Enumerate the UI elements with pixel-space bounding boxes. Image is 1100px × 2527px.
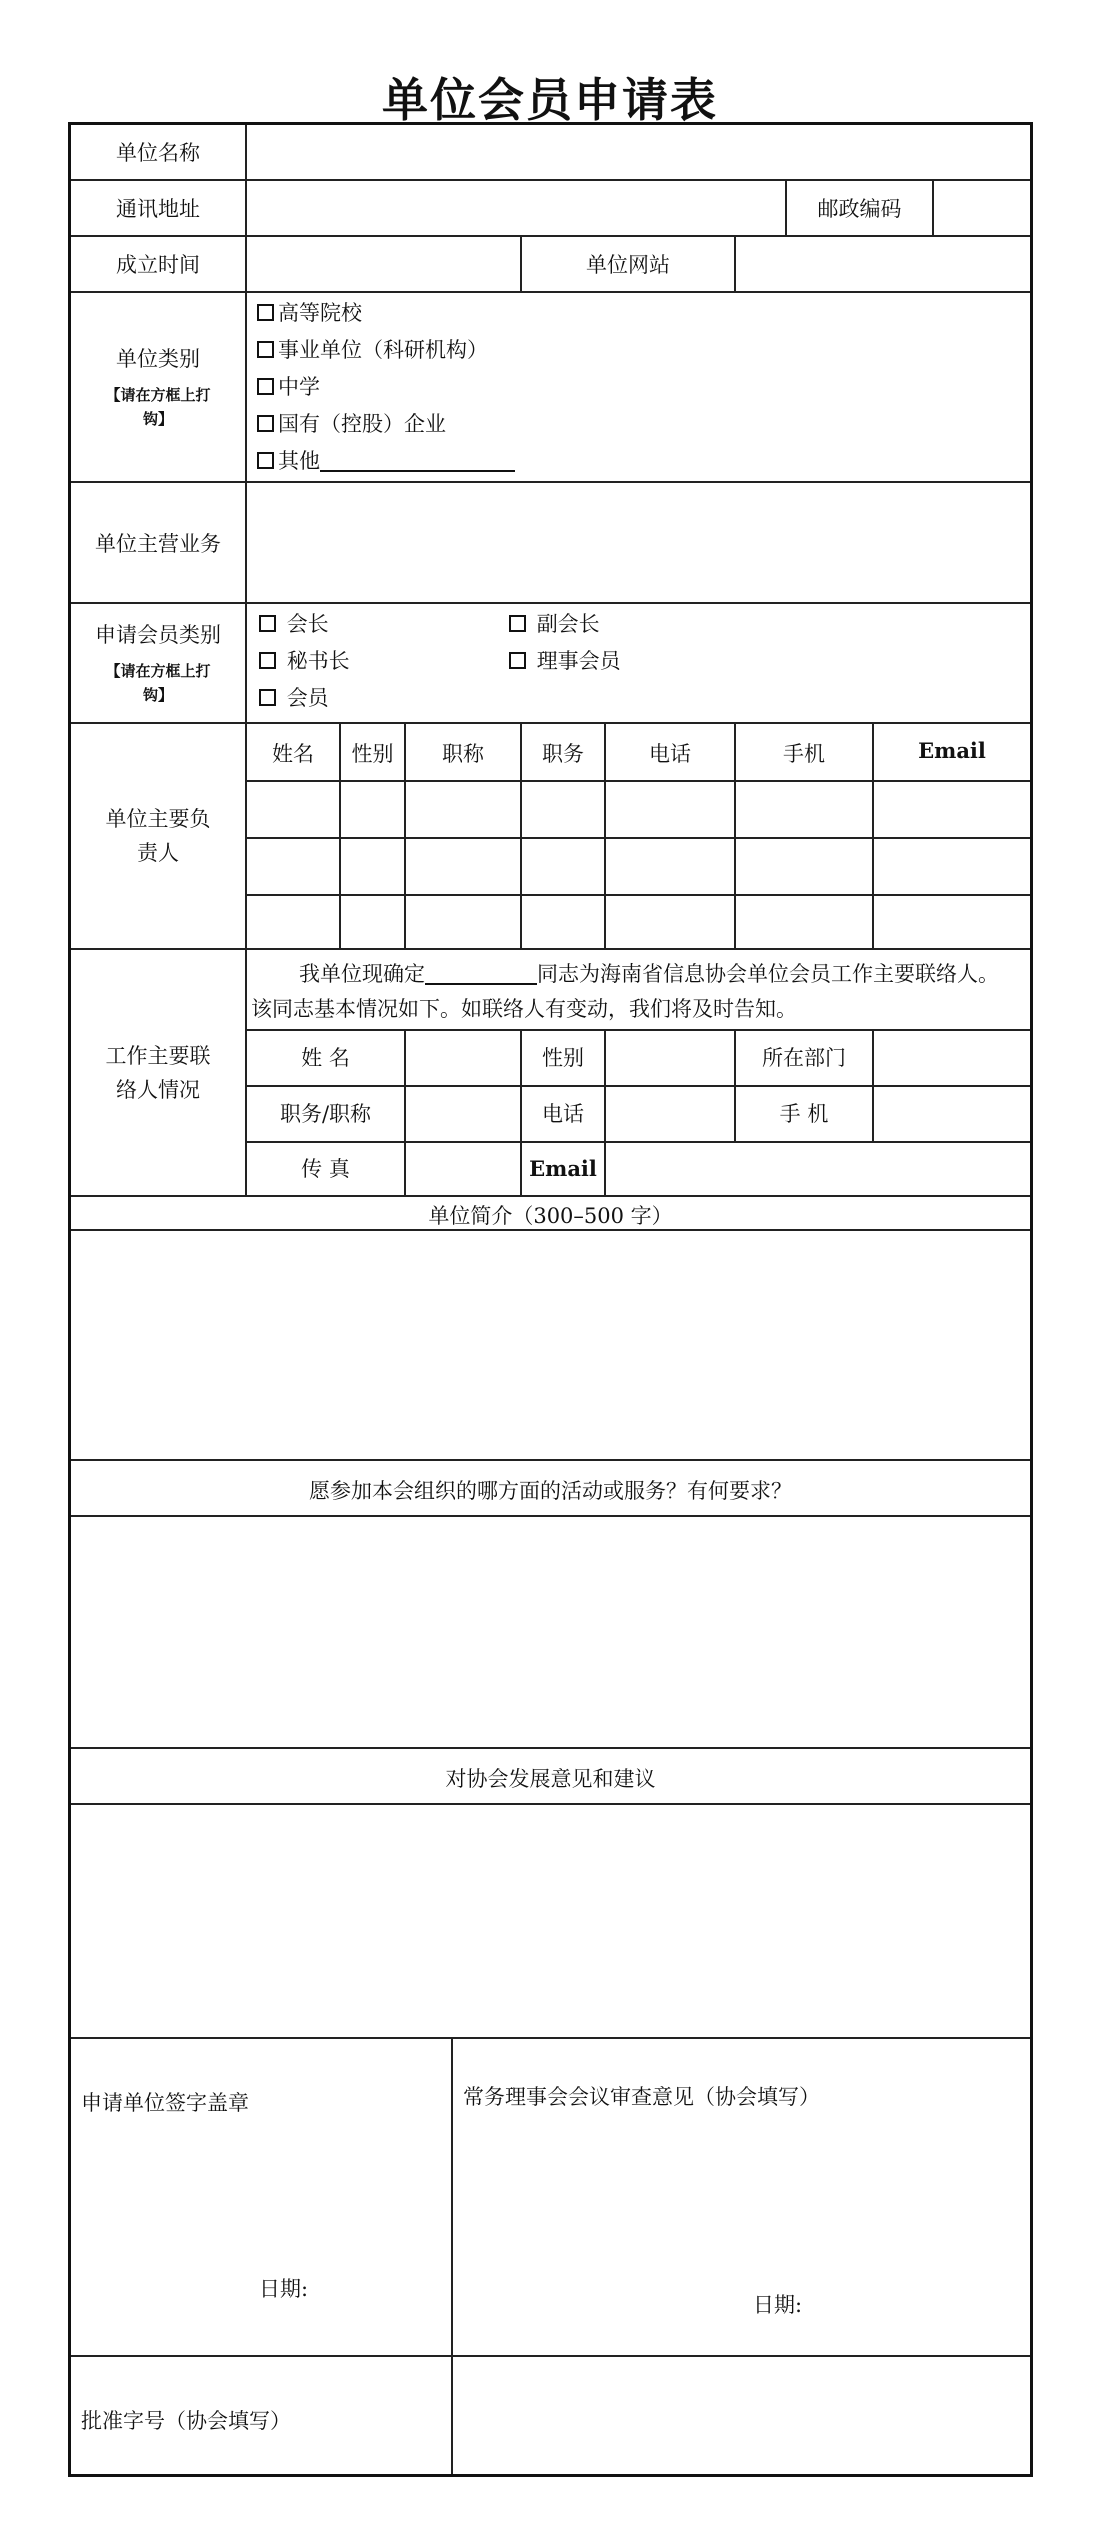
row-unit-type <box>71 293 1030 483</box>
contact-area <box>247 950 1030 1195</box>
leader-label: 单位主要负责人 <box>105 807 211 865</box>
contact-grid-row-3 <box>247 1141 1030 1195</box>
checkbox-icon[interactable] <box>259 689 276 706</box>
checkbox-icon[interactable] <box>257 452 274 469</box>
member-type-label-cell <box>71 604 247 722</box>
checkbox-icon[interactable] <box>259 615 276 632</box>
checkbox-icon[interactable] <box>257 378 274 395</box>
unit-name-label: 单位名称 <box>71 125 247 179</box>
activity-field[interactable] <box>71 1517 1030 1749</box>
unit-type-option-state-owned[interactable]: 国有（控股）企业 <box>257 408 446 438</box>
unit-type-option-other[interactable]: 其他 <box>257 445 515 475</box>
intro-label: 单位简介（300–500 字） <box>428 1204 673 1228</box>
contact-dept-field[interactable] <box>874 1029 1030 1085</box>
row-approval <box>71 2357 1030 2474</box>
seal-date-label: 日期: <box>259 2277 309 2301</box>
row-member-type <box>71 604 1030 724</box>
contact-fax-field[interactable] <box>406 1141 522 1195</box>
unit-type-option-university[interactable]: 高等院校 <box>257 297 362 327</box>
contact-grid-row-1 <box>247 1029 1030 1085</box>
checkbox-icon[interactable] <box>509 615 526 632</box>
leader-col-mobile: 手机 <box>736 724 874 948</box>
leader-col-position: 职务 <box>522 724 606 948</box>
contact-label: 工作主要联络人情况 <box>105 1043 211 1102</box>
member-type-options <box>247 604 1030 722</box>
approval-label: 批准字号（协会填写） <box>81 2409 291 2433</box>
activity-label: 愿参加本会组织的哪方面的活动或服务？有何要求？ <box>309 1479 792 1503</box>
contact-label-cell <box>71 950 247 1195</box>
other-blank-line[interactable] <box>320 450 515 472</box>
application-form <box>68 122 1033 2477</box>
business-field[interactable] <box>247 483 1030 602</box>
seal-label: 申请单位签字盖章 <box>81 2091 249 2115</box>
intro-field[interactable] <box>71 1231 1030 1461</box>
review-date-label: 日期: <box>753 2293 803 2317</box>
seal-cell[interactable] <box>71 2039 453 2355</box>
contact-gender-label: 性别 <box>522 1029 606 1085</box>
postcode-field[interactable] <box>934 181 1030 235</box>
website-field[interactable] <box>736 237 1030 291</box>
unit-type-option-middle-school[interactable]: 中学 <box>257 371 320 401</box>
website-label: 单位网站 <box>522 237 736 291</box>
member-type-label: 申请会员类别 <box>95 623 221 647</box>
row-unit-name <box>71 125 1030 181</box>
row-activity-header <box>71 1461 1030 1517</box>
row-suggestion-header <box>71 1749 1030 1805</box>
row-intro-header <box>71 1197 1030 1231</box>
leader-col-gender: 性别 <box>341 724 406 948</box>
row-founded <box>71 237 1030 293</box>
contact-name-field[interactable] <box>406 1029 522 1085</box>
contact-gender-field[interactable] <box>606 1029 736 1085</box>
contact-mobile-label: 手 机 <box>736 1085 874 1141</box>
member-option-vice-president[interactable]: 副会长 <box>509 608 600 638</box>
founded-field[interactable] <box>247 237 522 291</box>
member-option-member[interactable]: 会员 <box>259 682 329 712</box>
leader-col-name: 姓名 <box>247 724 341 948</box>
leader-table <box>247 724 1030 948</box>
leader-col-title: 职称 <box>406 724 522 948</box>
row-signature <box>71 2039 1030 2357</box>
contact-position-label: 职务/职称 <box>247 1085 406 1141</box>
leader-col-phone: 电话 <box>606 724 736 948</box>
member-option-director[interactable]: 理事会员 <box>509 645 621 675</box>
row-leader <box>71 724 1030 950</box>
contact-dept-label: 所在部门 <box>736 1029 874 1085</box>
unit-type-label: 单位类别 <box>116 347 200 371</box>
checkbox-icon[interactable] <box>259 652 276 669</box>
suggestion-label: 对协会发展意见和建议 <box>445 1767 656 1791</box>
checkbox-icon[interactable] <box>257 415 274 432</box>
row-business <box>71 483 1030 604</box>
leader-col-email: Email <box>918 738 986 763</box>
unit-type-note: 【请在方框上打钩】 <box>105 386 211 428</box>
contact-name-label: 姓 名 <box>247 1029 406 1085</box>
row-address <box>71 181 1030 237</box>
founded-label: 成立时间 <box>71 237 247 291</box>
business-label: 单位主营业务 <box>71 483 247 602</box>
contact-email-field[interactable] <box>606 1141 1030 1195</box>
contact-fax-label: 传 真 <box>247 1141 406 1195</box>
contact-line-2: 该同志基本情况如下。如联络人有变动，我们将及时告知。 <box>251 997 797 1021</box>
unit-type-option-institution[interactable]: 事业单位（科研机构） <box>257 334 488 364</box>
member-option-president[interactable]: 会长 <box>259 608 329 638</box>
contact-grid-row-2 <box>247 1085 1030 1141</box>
checkbox-icon[interactable] <box>509 652 526 669</box>
contact-line-1: 我单位现确定 同志为海南省信息协会单位会员工作主要联络人。 <box>299 962 999 986</box>
address-label: 通讯地址 <box>71 181 247 235</box>
form-title: 单位会员申请表 <box>382 73 718 127</box>
unit-type-options <box>247 293 1030 481</box>
checkbox-icon[interactable] <box>257 341 274 358</box>
approval-label-cell <box>71 2357 453 2474</box>
suggestion-field[interactable] <box>71 1805 1030 2039</box>
approval-field[interactable] <box>453 2357 1030 2474</box>
contact-name-blank[interactable] <box>425 963 537 985</box>
contact-email-label: Email <box>522 1141 606 1195</box>
review-cell[interactable] <box>453 2039 1030 2355</box>
address-field[interactable] <box>247 181 787 235</box>
postcode-label: 邮政编码 <box>787 181 934 235</box>
checkbox-icon[interactable] <box>257 304 274 321</box>
unit-type-label-cell <box>71 293 247 481</box>
review-label: 常务理事会会议审查意见（协会填写） <box>463 2085 820 2109</box>
member-type-note: 【请在方框上打钩】 <box>105 662 211 704</box>
member-option-secretary[interactable]: 秘书长 <box>259 645 350 675</box>
leader-label-cell <box>71 724 247 948</box>
contact-phone-label: 电话 <box>522 1085 606 1141</box>
row-contact <box>71 950 1030 1197</box>
contact-mobile-field[interactable] <box>874 1085 1030 1141</box>
unit-name-field[interactable] <box>247 125 1030 179</box>
contact-phone-field[interactable] <box>606 1085 736 1141</box>
contact-position-field[interactable] <box>406 1085 522 1141</box>
